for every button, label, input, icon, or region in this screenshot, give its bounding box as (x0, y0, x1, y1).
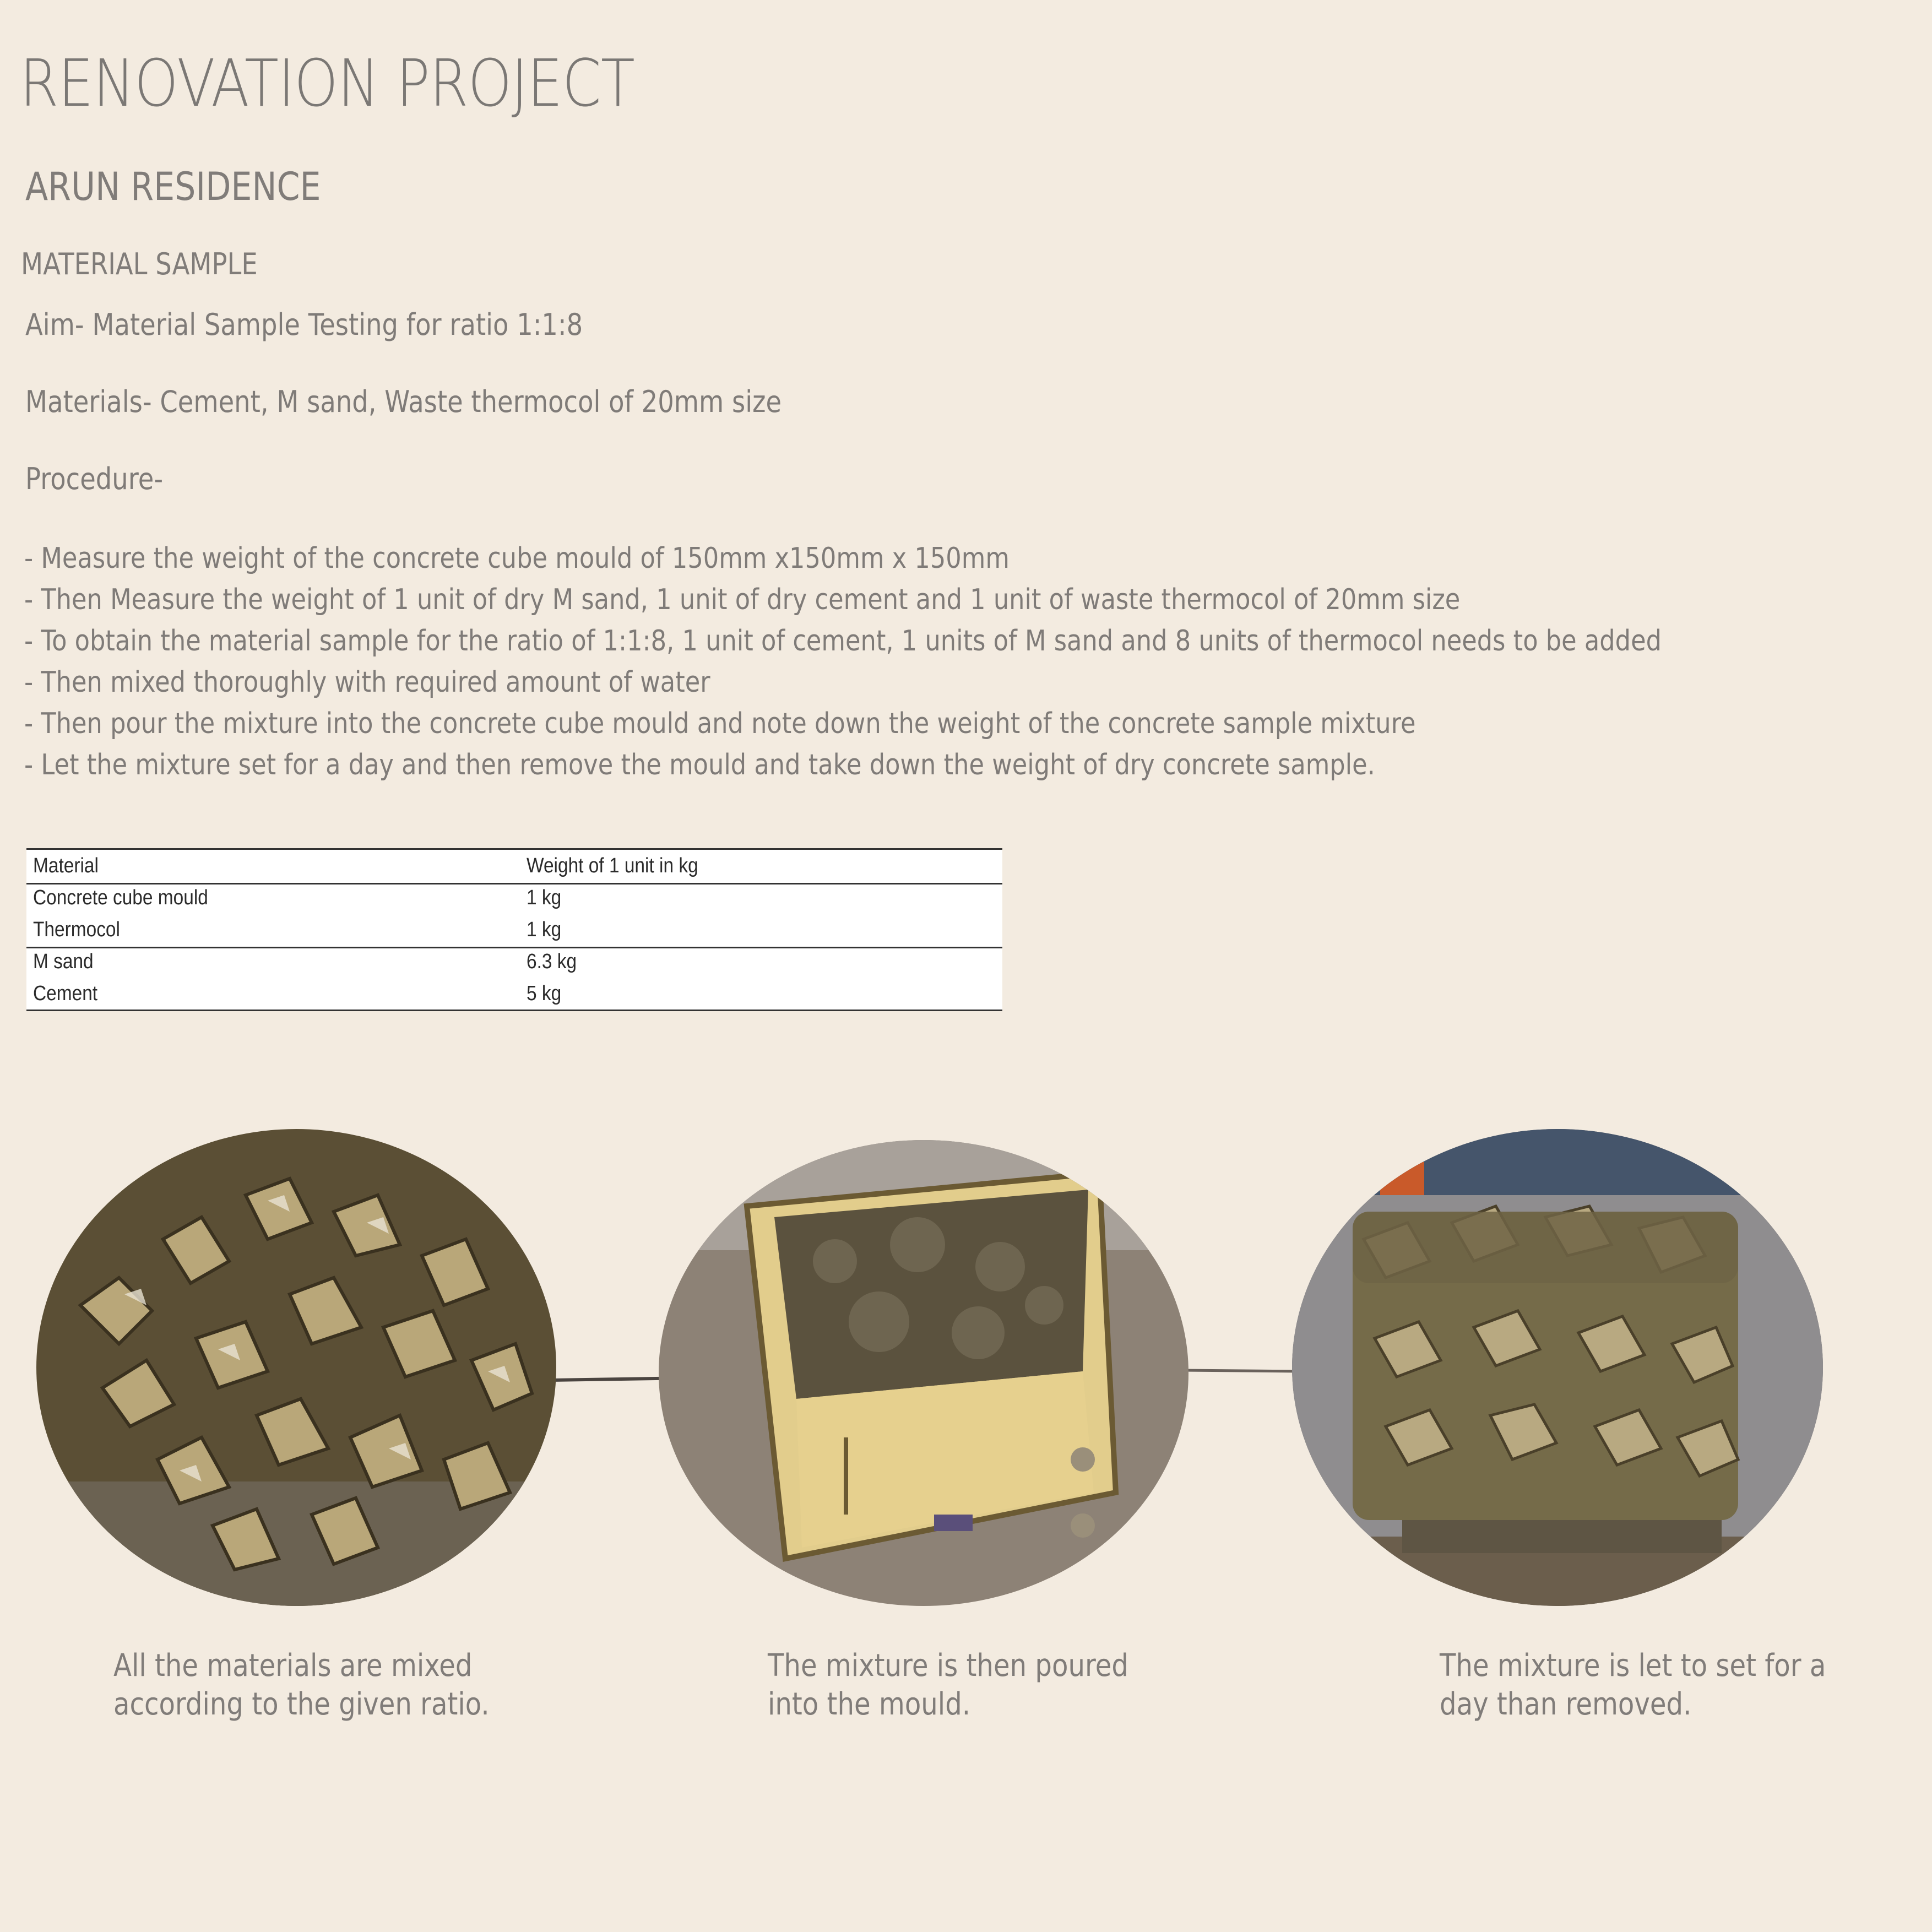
caption-line: All the materials are mixed (113, 1648, 473, 1684)
table-cell: Concrete cube mould (33, 886, 208, 909)
page-title: RENOVATION PROJECT (20, 45, 635, 121)
caption-line: The mixture is let to set for a (1440, 1648, 1826, 1684)
weights-table (26, 848, 1002, 1011)
section-heading: MATERIAL SAMPLE (21, 247, 258, 281)
materials-text: Materials- Cement, M sand, Waste thermocol of 20mm size (25, 384, 782, 419)
table-cell: 1 kg (527, 886, 562, 909)
procedure-label: Procedure- (25, 462, 164, 496)
table-rule (26, 1010, 1002, 1011)
photo-set-sample (1292, 1129, 1823, 1606)
caption-line: according to the given ratio. (113, 1686, 490, 1722)
caption-photo-2 (768, 1647, 1128, 1724)
procedure-step: - Then Measure the weight of 1 unit of dry M sand, 1 unit of dry cement and 1 unit of waste thermocol of 20mm size (24, 583, 1461, 616)
procedure-step: - Measure the weight of the concrete cube mould of 150mm x150mm x 150mm (24, 542, 1010, 575)
table-cell: M sand (33, 950, 94, 973)
table-cell: Thermocol (33, 918, 120, 941)
photo-mixture-in-mould (659, 1140, 1188, 1606)
procedure-step: - Let the mixture set for a day and then remove the mould and take down the weight of dry concrete sample. (24, 748, 1375, 782)
caption-photo-1 (113, 1647, 490, 1724)
procedure-step: - Then mixed thoroughly with required amount of water (24, 666, 710, 699)
photo-thermocol-pile (36, 1129, 556, 1606)
table-row (26, 882, 1002, 914)
procedure-step: - To obtain the material sample for the ratio of 1:1:8, 1 unit of cement, 1 units of M sand and 8 units of thermocol needs to be added (24, 625, 1662, 658)
caption-line: into the mould. (768, 1686, 971, 1722)
table-header-cell: Weight of 1 unit in kg (527, 854, 698, 877)
project-subtitle: ARUN RESIDENCE (25, 164, 321, 209)
table-row (26, 946, 1002, 978)
caption-line: day than removed. (1440, 1686, 1692, 1722)
table-row (26, 978, 1002, 1010)
table-row (26, 914, 1002, 946)
caption-photo-3 (1440, 1647, 1826, 1724)
caption-line: The mixture is then poured (768, 1648, 1128, 1684)
table-header-row (26, 850, 1002, 882)
aim-text: Aim- Material Sample Testing for ratio 1:1:8 (25, 307, 583, 342)
table-header-cell: Material (33, 854, 99, 877)
procedure-step: - Then pour the mixture into the concrete cube mould and note down the weight of the concrete sample mixture (24, 707, 1416, 740)
table-cell: Cement (33, 982, 98, 1005)
table-cell: 6.3 kg (527, 950, 577, 973)
table-cell: 1 kg (527, 918, 562, 941)
table-cell: 5 kg (527, 982, 562, 1005)
